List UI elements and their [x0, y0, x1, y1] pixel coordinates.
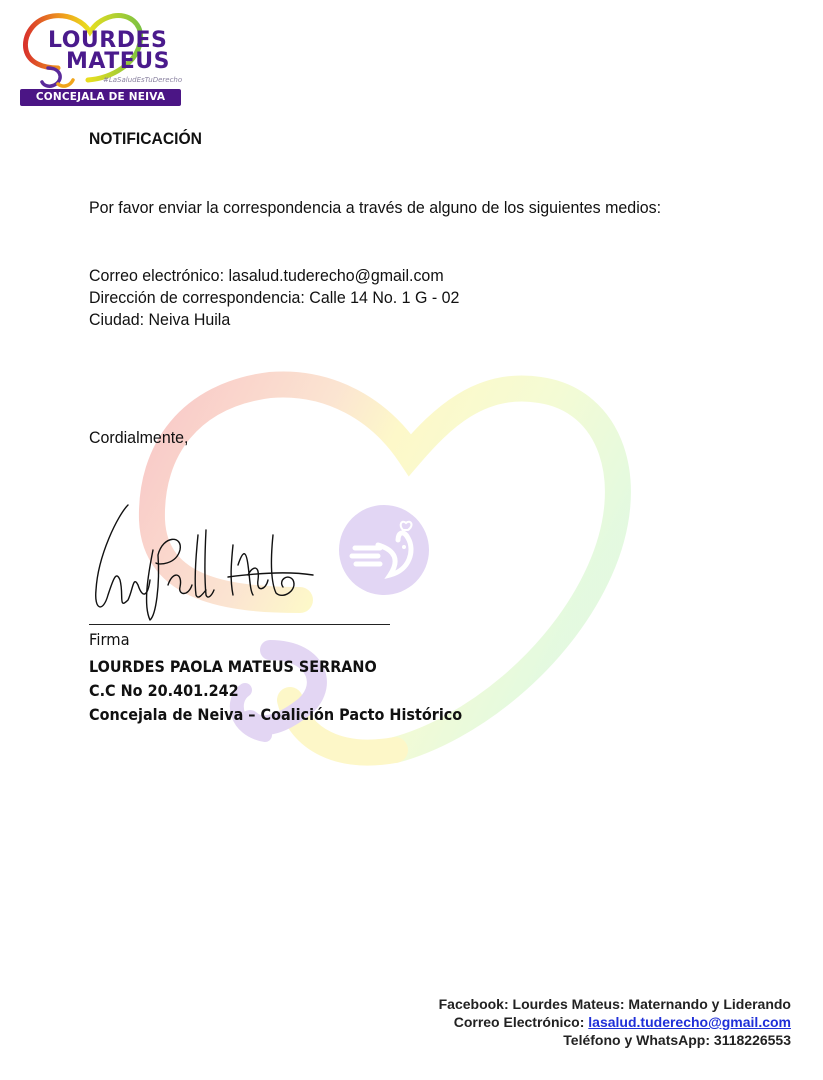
- contact-address: Dirección de correspondencia: Calle 14 No. 1 G - 02: [89, 288, 460, 307]
- dove-emblem-icon: [339, 505, 429, 595]
- signer-id: C.C No 20.401.242: [89, 681, 239, 700]
- signature-label: Firma: [89, 630, 130, 649]
- contact-block: [89, 265, 459, 331]
- logo-name-line1: LOURDES: [48, 28, 168, 53]
- signer-role: Concejala de Neiva – Coalición Pacto Histórico: [89, 705, 463, 724]
- footer-email-label: Correo Electrónico:: [453, 1014, 589, 1030]
- footer-contact: [439, 995, 791, 1049]
- footer-phone: Teléfono y WhatsApp: 3118226553: [563, 1032, 791, 1048]
- signature-line: [89, 624, 390, 625]
- contact-city: Ciudad: Neiva Huila: [89, 310, 231, 329]
- logo-hashtag: #LaSaludEsTuDerecho: [103, 76, 183, 84]
- signer-name: LOURDES PAOLA MATEUS SERRANO: [89, 657, 377, 676]
- intro-text: Por favor enviar la correspondencia a través de alguno de los siguientes medios:: [89, 198, 662, 217]
- logo: [18, 8, 183, 108]
- contact-email: Correo electrónico: lasalud.tuderecho@gmail.com: [89, 266, 444, 285]
- footer-email-link[interactable]: lasalud.tuderecho@gmail.com: [588, 1014, 791, 1030]
- document-title: NOTIFICACIÓN: [89, 129, 202, 148]
- logo-banner: CONCEJALA DE NEIVA: [20, 89, 181, 106]
- footer-facebook: Facebook: Lourdes Mateus: Maternando y Liderando: [438, 996, 791, 1012]
- closing-text: Cordialmente,: [89, 428, 189, 447]
- logo-name-line2: MATEUS: [66, 49, 170, 74]
- handwritten-signature-icon: [88, 495, 328, 625]
- footer-email-row: [439, 1013, 791, 1031]
- signer-block: [89, 655, 462, 727]
